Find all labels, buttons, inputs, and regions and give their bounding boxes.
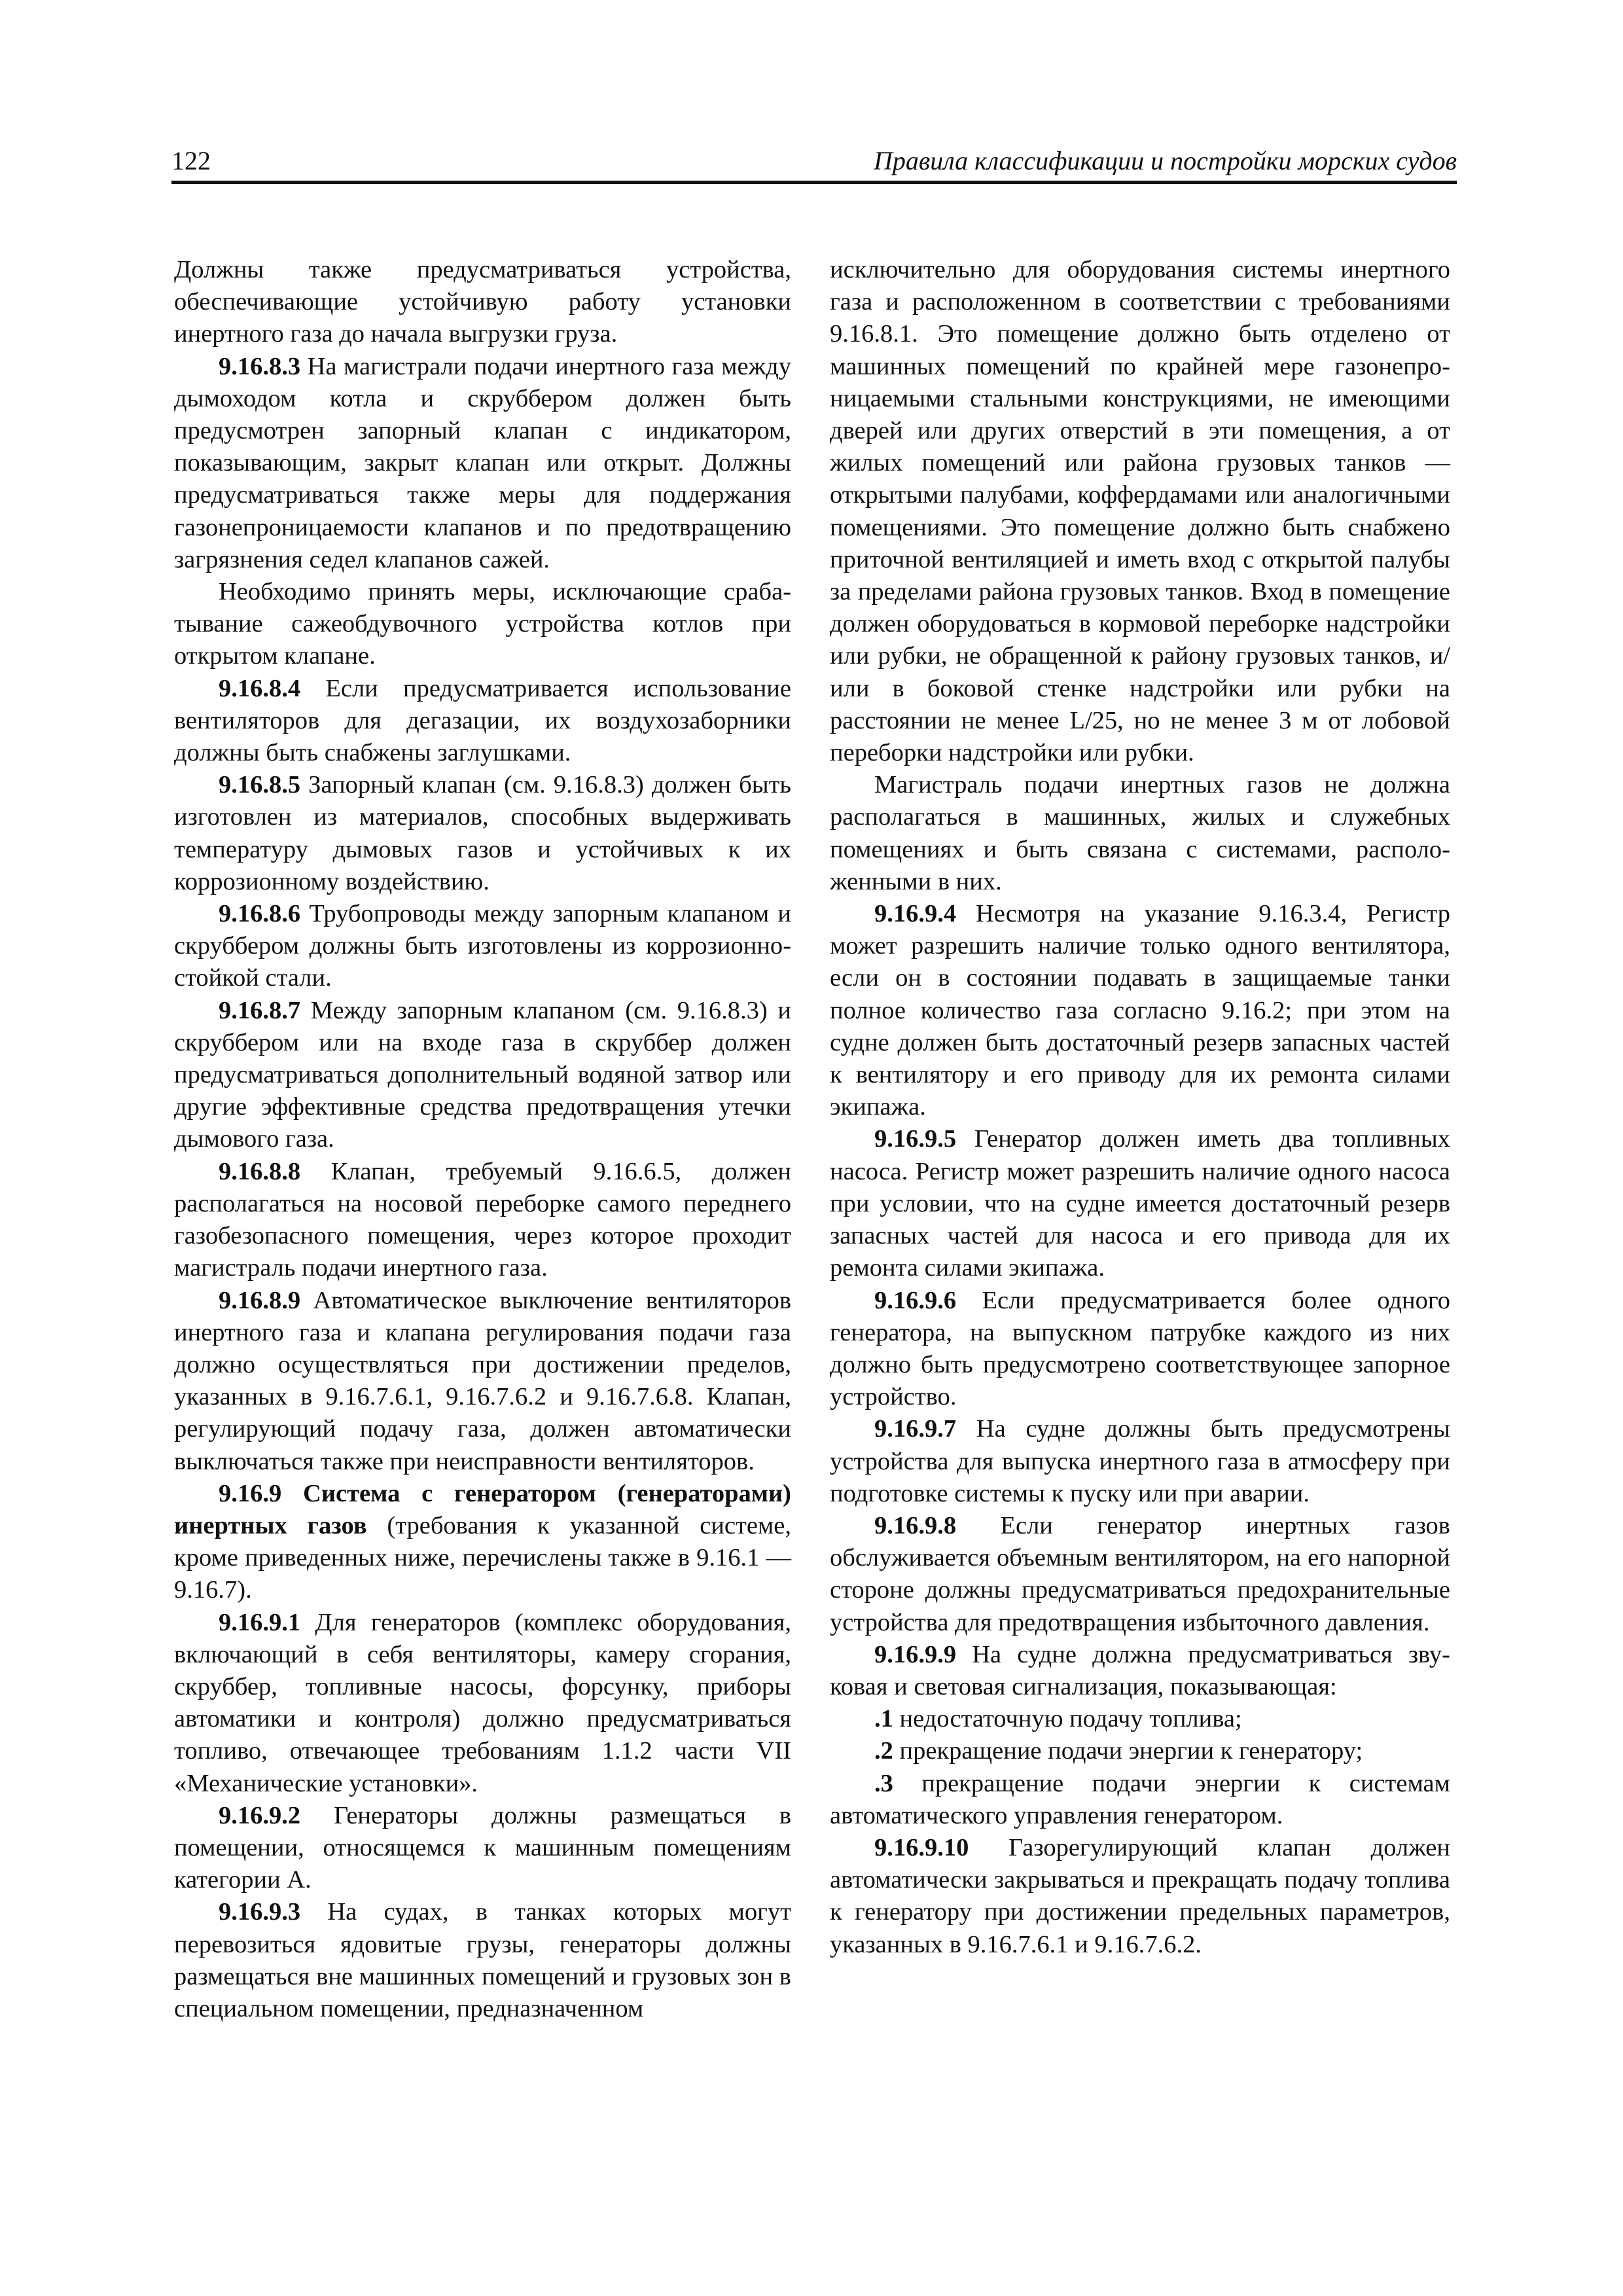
paragraph: 9.16.8.4 Если предусматривается использование вентиляторов для дегазации, их воздухозаборники должны быть снабжены заглушками. bbox=[174, 674, 791, 767]
page-header bbox=[171, 140, 1457, 184]
page-number: 122 bbox=[171, 146, 211, 175]
right-column bbox=[830, 254, 1450, 1961]
paragraph: исключительно для оборудования системы инертного газа и расположенном в соответствии с требованиями 9.16.8.1. Это помещение должно быть отделено от машинных помещений по крайней мере газонепроницаемыми стальными конструкциями, не имеющими дверей или других отверстий в эти помещения, а от жилых помещений или района грузовых танков — открытыми палубами, коффердамами или аналогичными помещениями. Это помещение должно быть снабжено приточной вентиляцией и иметь вход с открытой палубы за пределами района грузовых танков. Вход в помещение должен оборудоваться в кормовой переборке надстройки или рубки, не обращенной к району грузовых танков, и/или в боковой стенке надстройки или рубки на расстоянии не менее L/25, но не менее 3 м от лобовой переборки надстройки или рубки. bbox=[830, 256, 1450, 767]
clause-number: 9.16.9.10 bbox=[874, 1833, 969, 1861]
section-heading-paragraph: 9.16.9 Система с генератором (генераторами) инертных газов (требования к указанной системе, кроме приведенных ниже, перечислены также в 9.16.1 — 9.16.7). bbox=[174, 1479, 791, 1604]
paragraph: 9.16.9.6 Если предусматривается более одного генератора, на выпускном патрубке каждого из них должно быть предусмотрено соответствующее запорное устройство. bbox=[830, 1286, 1450, 1411]
paragraph: 9.16.9.3 На судах, в танках которых могут перевозиться ядовитые грузы, генераторы должны размещаться вне машинных помещений и грузовых зон в специальном помещении, предназначенном bbox=[174, 1898, 791, 2022]
paragraph: 9.16.9.8 Если генератор инертных газов обслуживается объемным вентилятором, на его напорной стороне должны предусматриваться предохранительные устройства для предотвращения избыточного давления. bbox=[830, 1511, 1450, 1636]
paragraph: 9.16.9.4 Несмотря на указание 9.16.3.4, Регистр может разрешить наличие только одного вентилятора, если он в состоянии подавать в защищаемые танки полное количество газа согласно 9.16.2; при этом на судне должен быть достаточный резерв запасных частей к вентилятору и его приводу для их ремонта силами экипажа. bbox=[830, 900, 1450, 1121]
clause-number: 9.16.8.3 bbox=[219, 352, 301, 380]
clause-number: 9.16.9.6 bbox=[874, 1286, 957, 1314]
paragraph: 9.16.9.10 Газорегулирующий клапан должен автоматически закрываться и прекращать подачу топлива к генератору при достижении предельных параметров, указанных в 9.16.7.6.1 и 9.16.7.6.2. bbox=[830, 1833, 1450, 1958]
list-marker: .1 bbox=[874, 1705, 893, 1733]
running-title: Правила классификации и постройки морских судов bbox=[873, 146, 1457, 175]
clause-number: 9.16.9.7 bbox=[874, 1415, 957, 1443]
left-column bbox=[174, 254, 791, 2025]
clause-number: 9.16.8.8 bbox=[219, 1157, 301, 1185]
clause-number: 9.16.9.1 bbox=[219, 1608, 301, 1636]
clause-number: 9.16.9.9 bbox=[874, 1640, 957, 1668]
paragraph: 9.16.9.1 Для генераторов (комплекс оборудования, включающий в себя вентиляторы, камеру сгорания, скруббер, топливные насосы, форсунку, приборы автоматики и контроля) должно предусматриваться топливо, отвечающее требованиям 1.1.2 части VII «Механические установки». bbox=[174, 1608, 791, 1797]
clause-number: 9.16.8.5 bbox=[219, 771, 301, 799]
clause-number: 9.16.8.7 bbox=[219, 996, 301, 1024]
section-heading: 9.16.9 Система с генератором (генераторами) инертных газов bbox=[174, 1479, 791, 1539]
paragraph: Необходимо принять меры, исключающие срабатывание сажеобдувочного устройства котлов при открытом клапане. bbox=[174, 578, 791, 670]
clause-number: 9.16.9.2 bbox=[219, 1801, 301, 1829]
paragraph: 9.16.8.3 На магистрали подачи инертного газа между дымоходом котла и скруббером должен быть предусмотрен запорный клапан с индикатором, показывающим, закрыт клапан или открыт. Должны предусматриваться также меры для поддержания газонепроницаемости клапанов и по предотвращению загрязнения седел клапанов сажей. bbox=[174, 352, 791, 573]
paragraph: 9.16.8.8 Клапан, требуемый 9.16.6.5, должен располагаться на носовой переборке самого переднего газобезопасного помещения, через которое проходит магистраль подачи инертного газа. bbox=[174, 1157, 791, 1282]
clause-number: 9.16.8.4 bbox=[219, 674, 301, 702]
list-item: .1 недостаточную подачу топлива; bbox=[874, 1705, 1242, 1733]
paragraph: 9.16.9.7 На судне должны быть предусмотрены устройства для выпуска инертного газа в атмосферу при подготовке системы к пуску или при аварии. bbox=[830, 1415, 1450, 1507]
clause-number: 9.16.9.8 bbox=[874, 1511, 957, 1539]
clause-number: 9.16.8.9 bbox=[219, 1286, 301, 1314]
list-marker: .3 bbox=[874, 1769, 893, 1797]
clause-number: 9.16.9.5 bbox=[874, 1125, 957, 1153]
paragraph: Должны также предусматриваться устройства, обеспечивающие устойчивую работу установки инертного газа до начала выгрузки груза. bbox=[174, 256, 791, 348]
list-item: .2 прекращение подачи энергии к генератору; bbox=[874, 1737, 1363, 1765]
paragraph: 9.16.8.7 Между запорным клапаном (см. 9.16.8.3) и скруббером или на входе газа в скруббер должен предусматриваться дополнительный водяной затвор или другие эффективные средства предотвращения утечки дымового газа. bbox=[174, 996, 791, 1153]
list-marker: .2 bbox=[874, 1737, 893, 1765]
paragraph: 9.16.8.6 Трубопроводы между запорным клапаном и скруббером должны быть изготовлены из коррозионно-стойкой стали. bbox=[174, 900, 791, 992]
clause-number: 9.16.8.6 bbox=[219, 900, 301, 928]
paragraph: 9.16.9.5 Генератор должен иметь два топливных насоса. Регистр может разрешить наличие одного насоса при условии, что на судне имеется достаточный резерв запасных частей для насоса и его привода для их ремонта силами экипажа. bbox=[830, 1125, 1450, 1282]
list-item: .3 прекращение подачи энергии к системам автоматического управления генератором. bbox=[830, 1769, 1450, 1829]
paragraph: Магистраль подачи инертных газов не должна располагаться в машинных, жилых и служебных помещениях и быть связана с системами, расположенными в них. bbox=[830, 771, 1450, 895]
paragraph: 9.16.9.9 На судне должна предусматриваться звуковая и световая сигнализация, показывающая: bbox=[830, 1640, 1450, 1700]
paragraph: 9.16.8.9 Автоматическое выключение вентиляторов инертного газа и клапана регулирования подачи газа должно осуществляться при достижении пределов, указанных в 9.16.7.6.1, 9.16.7.6.2 и 9.16.7.6.8. Клапан, регулирующий подачу газа, должен автоматически выключаться также при неисправности вентиляторов. bbox=[174, 1286, 791, 1475]
clause-number: 9.16.9.3 bbox=[219, 1898, 301, 1926]
paragraph: 9.16.9.2 Генераторы должны размещаться в помещении, относящемся к машинным помещениям категории А. bbox=[174, 1801, 791, 1894]
paragraph: 9.16.8.5 Запорный клапан (см. 9.16.8.3) должен быть изготовлен из материалов, способных выдерживать температуру дымовых газов и устойчивых к их коррозионному воздействию. bbox=[174, 771, 791, 895]
clause-number: 9.16.9.4 bbox=[874, 900, 957, 928]
